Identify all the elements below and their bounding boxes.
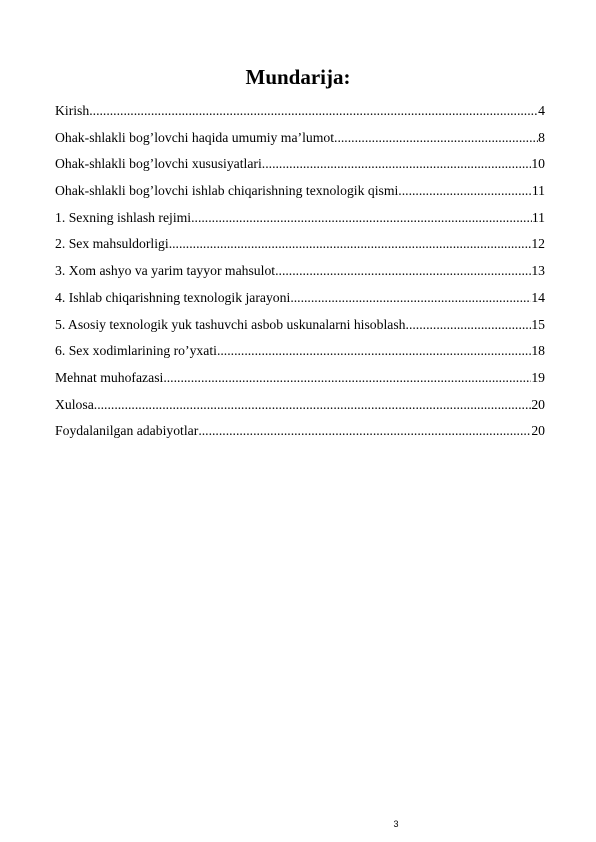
toc-entry bbox=[55, 285, 545, 312]
toc-entry-label: 4. Ishlab chiqarishning texnologik jarayoni bbox=[55, 289, 291, 305]
toc-leader-dots bbox=[262, 151, 532, 178]
toc-entry bbox=[55, 98, 545, 125]
toc-leader-dots bbox=[169, 231, 532, 258]
toc-entry bbox=[55, 258, 545, 285]
toc-title: Mundarija: bbox=[245, 65, 351, 89]
toc-entry bbox=[55, 205, 545, 232]
toc-entry bbox=[55, 178, 545, 205]
toc-entry bbox=[55, 312, 545, 339]
toc-entry-page: 11 bbox=[531, 183, 545, 199]
toc-entry-label: Ohak-shlakli bog’lovchi xususiyatlari bbox=[55, 156, 262, 172]
toc-entry-page: 19 bbox=[531, 369, 545, 385]
toc-leader-dots bbox=[290, 285, 531, 312]
toc-leader-dots bbox=[198, 418, 531, 445]
table-of-contents bbox=[55, 98, 545, 445]
toc-entry-page: 12 bbox=[531, 236, 545, 252]
toc-leader-dots bbox=[406, 312, 532, 339]
toc-entry-page: 8 bbox=[538, 129, 545, 145]
toc-entry-label: Mehnat muhofazasi bbox=[55, 369, 164, 385]
toc-entry-page: 18 bbox=[531, 343, 545, 359]
toc-entry bbox=[55, 151, 545, 178]
toc-entry-page: 10 bbox=[531, 156, 545, 172]
toc-entry-page: 14 bbox=[531, 289, 545, 305]
toc-entry-page: 4 bbox=[538, 103, 545, 118]
toc-entry-page: 20 bbox=[531, 423, 545, 439]
toc-entry-label: 2. Sex mahsuldorligi bbox=[55, 236, 169, 252]
toc-leader-dots bbox=[163, 365, 531, 392]
toc-entry-page: 11 bbox=[531, 209, 545, 225]
toc-leader-dots bbox=[191, 205, 532, 232]
toc-entry-label: Kirish bbox=[55, 103, 90, 118]
toc-entry bbox=[55, 418, 545, 445]
toc-entry-label: Xulosa bbox=[55, 396, 94, 412]
toc-entry-page: 15 bbox=[531, 316, 545, 332]
toc-leader-dots bbox=[275, 258, 531, 285]
toc-entry-label: Ohak-shlakli bog’lovchi ishlab chiqarishning texnologik qismi bbox=[55, 183, 399, 199]
toc-entry-label: 6. Sex xodimlarining ro’yxati bbox=[55, 343, 217, 359]
toc-entry-label: 3. Xom ashyo va yarim tayyor mahsulot bbox=[55, 263, 276, 279]
toc-entry bbox=[55, 125, 545, 152]
toc-entry-label: Foydalanilgan adabiyotlar bbox=[55, 423, 199, 439]
toc-entry-page: 13 bbox=[531, 263, 545, 279]
toc-entry-page: 20 bbox=[531, 396, 545, 412]
toc-entry-label: 5. Asosiy texnologik yuk tashuvchi asbob uskunalarni hisoblash bbox=[55, 316, 406, 332]
toc-entry-label: Ohak-shlakli bog’lovchi haqida umumiy ma’lumot bbox=[55, 129, 335, 145]
toc-leader-dots bbox=[398, 178, 532, 205]
toc-leader-dots bbox=[217, 338, 531, 365]
page-number: 3 bbox=[393, 819, 399, 829]
toc-leader-dots bbox=[334, 125, 538, 152]
toc-leader-dots bbox=[89, 98, 538, 125]
toc-entry bbox=[55, 392, 545, 419]
toc-entry-label: 1. Sexning ishlash rejimi bbox=[55, 209, 192, 225]
toc-entry bbox=[55, 338, 545, 365]
toc-leader-dots bbox=[94, 392, 532, 419]
toc-entry bbox=[55, 365, 545, 392]
toc-entry bbox=[55, 231, 545, 258]
